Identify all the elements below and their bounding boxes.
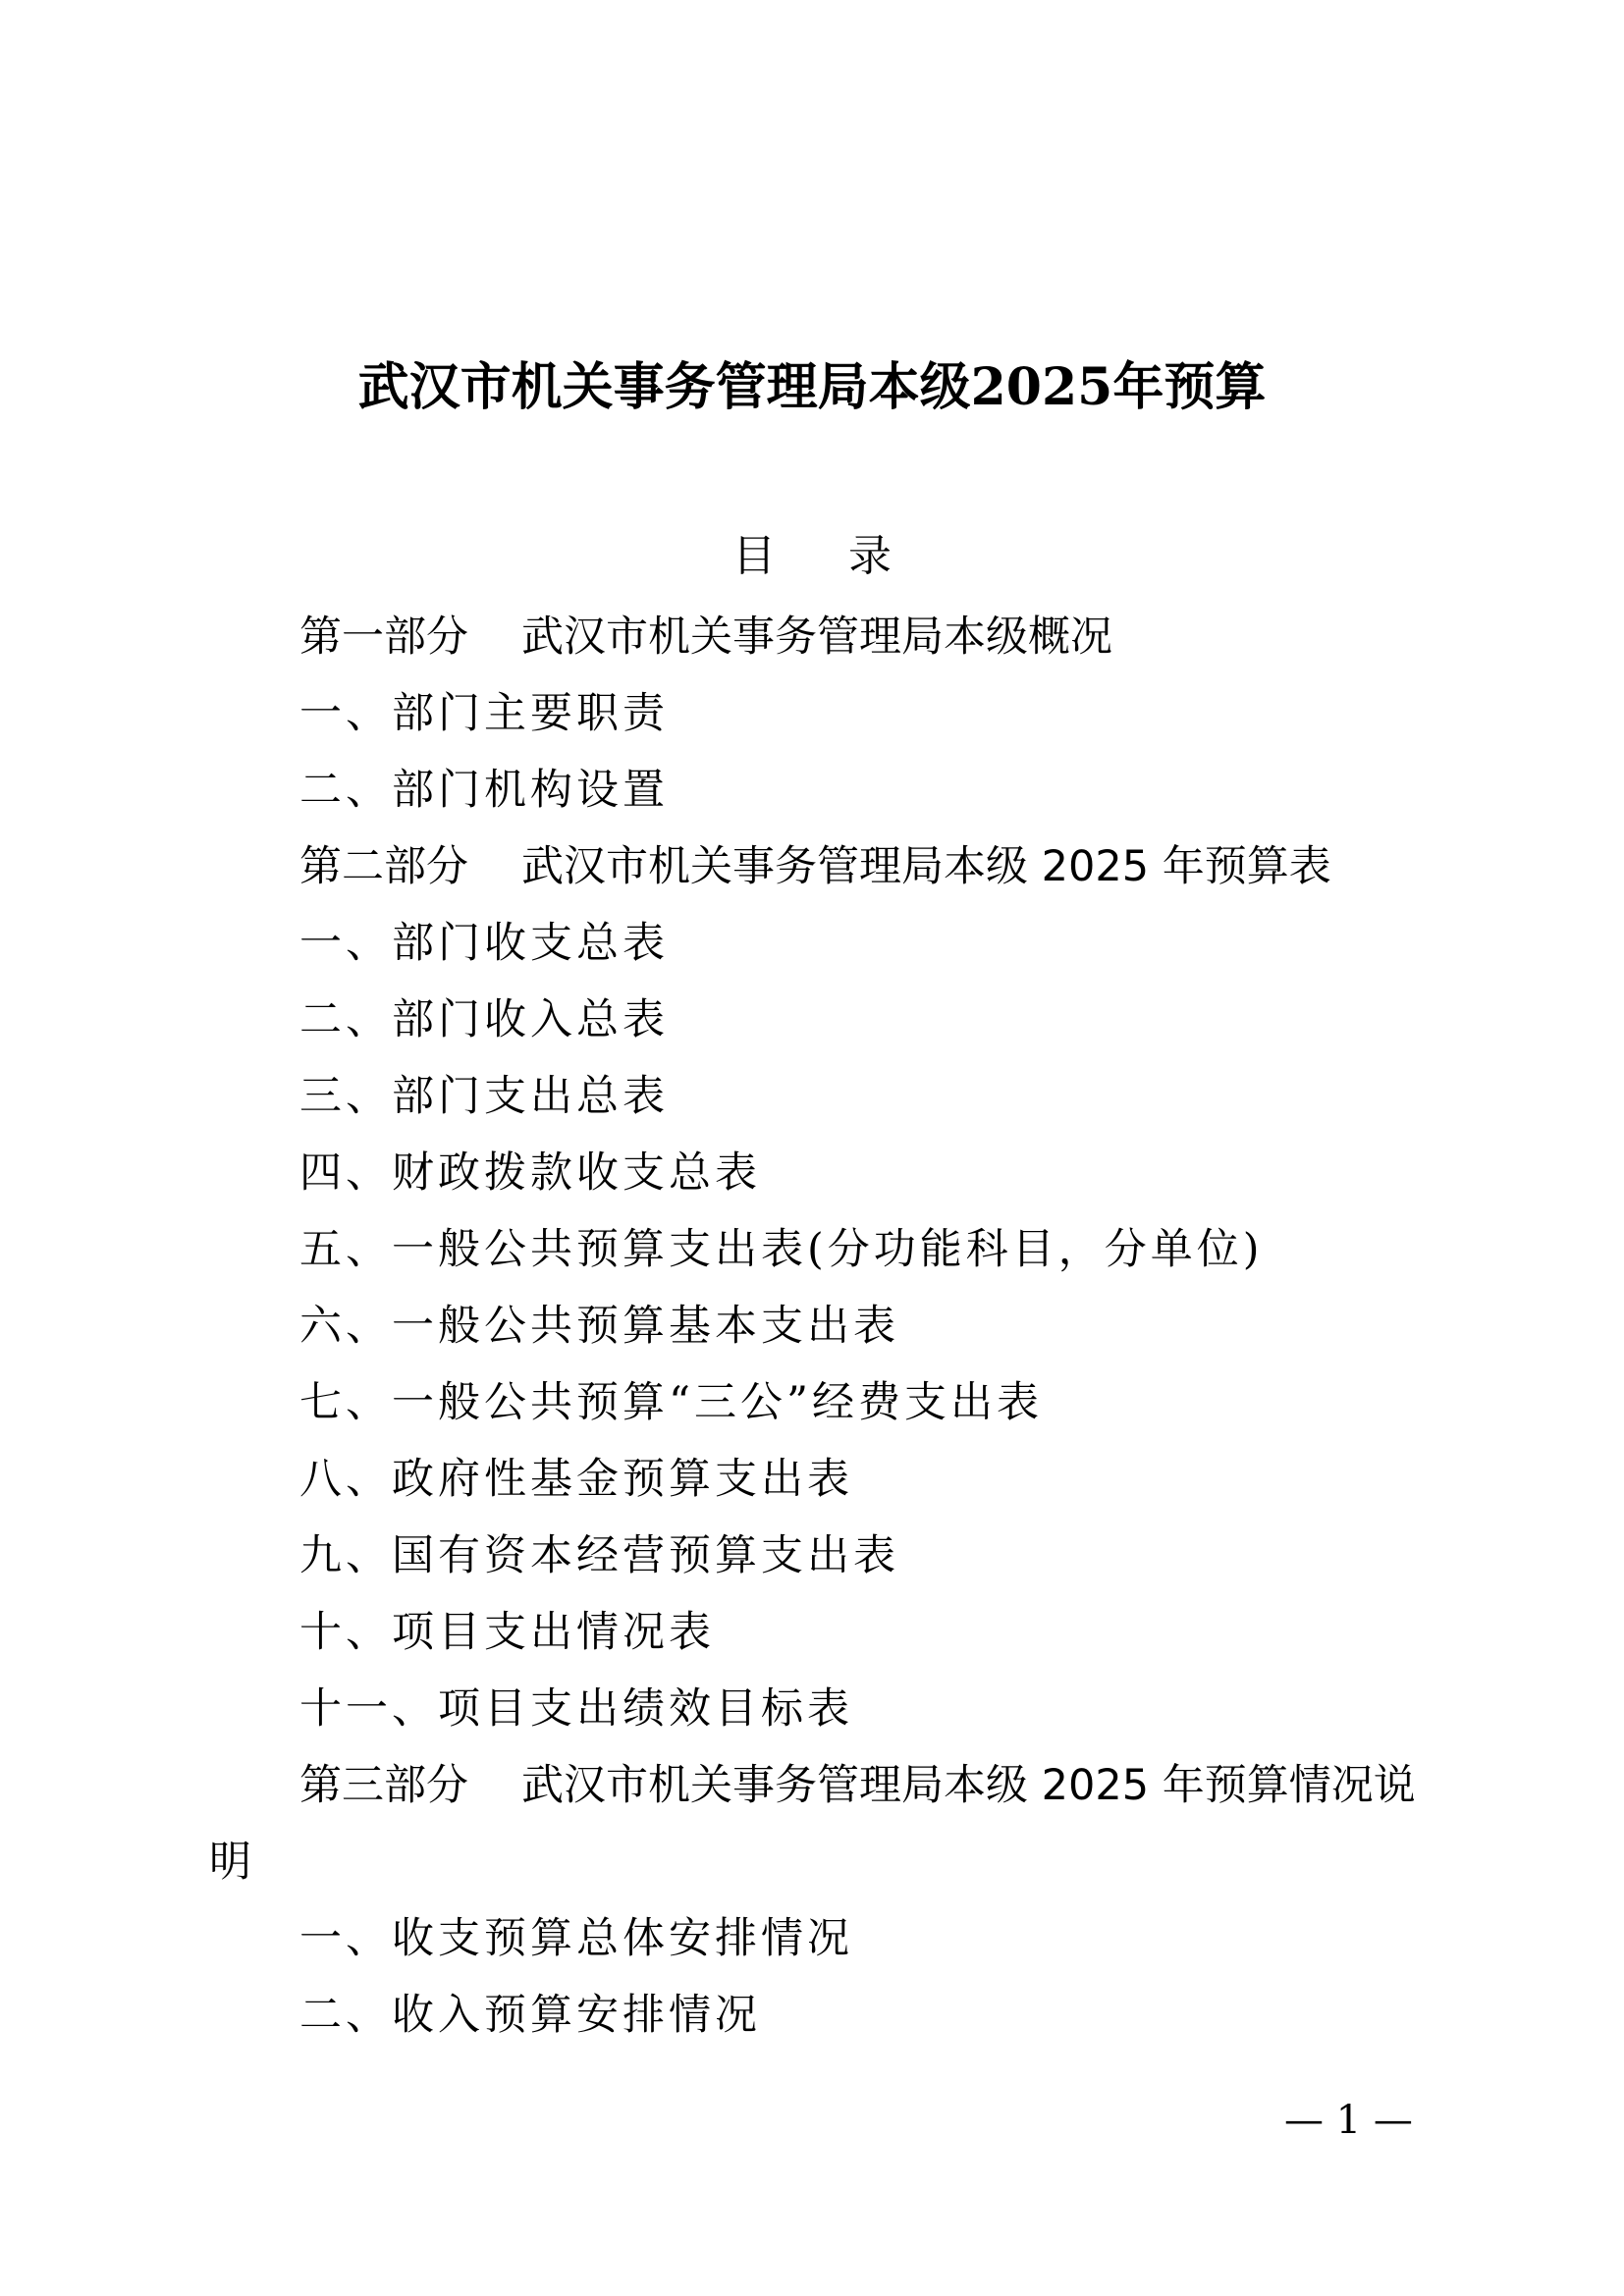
toc-item: 一、收支预算总体安排情况 [299, 1914, 853, 1963]
part-3-title: 武汉市机关事务管理局本级 2025 年预算情况说 [521, 1761, 1416, 1810]
toc-item: 一、部门收支总表 [299, 919, 669, 968]
toc-item: 四、财政拨款收支总表 [299, 1148, 761, 1198]
part-3-label: 第三部分 [299, 1761, 468, 1810]
table-of-contents [209, 599, 1427, 2054]
part-1-title: 武汉市机关事务管理局本级概况 [521, 613, 1112, 662]
toc-item: 九、国有资本经营预算支出表 [299, 1531, 899, 1580]
toc-item: 二、收入预算安排情况 [299, 1991, 761, 2040]
toc-item: 三、部门支出总表 [299, 1072, 669, 1121]
toc-item: 十一、项目支出绩效目标表 [299, 1684, 853, 1734]
page-number: — 1 — [1284, 2098, 1413, 2143]
part-2-label: 第二部分 [299, 842, 468, 891]
toc-item: 十、项目支出情况表 [299, 1608, 715, 1657]
part-1-label: 第一部分 [299, 613, 468, 662]
toc-item: 二、部门收入总表 [299, 995, 669, 1044]
toc-item: 一、部门主要职责 [299, 689, 669, 738]
part-3-title-continuation: 明 [209, 1838, 251, 1887]
toc-item: 五、一般公共预算支出表(分功能科目，分单位) [299, 1225, 1264, 1274]
toc-item: 七、一般公共预算“三公”经费支出表 [299, 1378, 1043, 1427]
toc-part-3 [209, 1747, 1427, 1824]
part-2-title: 武汉市机关事务管理局本级 2025 年预算表 [521, 842, 1331, 891]
toc-item: 二、部门机构设置 [299, 766, 669, 815]
toc-heading: 目 录 [732, 531, 921, 581]
toc-part-2 [209, 828, 1427, 905]
document-title: 武汉市机关事务管理局本级2025年预算 [357, 357, 1267, 417]
toc-item: 八、政府性基金预算支出表 [299, 1455, 853, 1504]
toc-part-1 [209, 599, 1427, 675]
toc-item: 六、一般公共预算基本支出表 [299, 1302, 899, 1351]
